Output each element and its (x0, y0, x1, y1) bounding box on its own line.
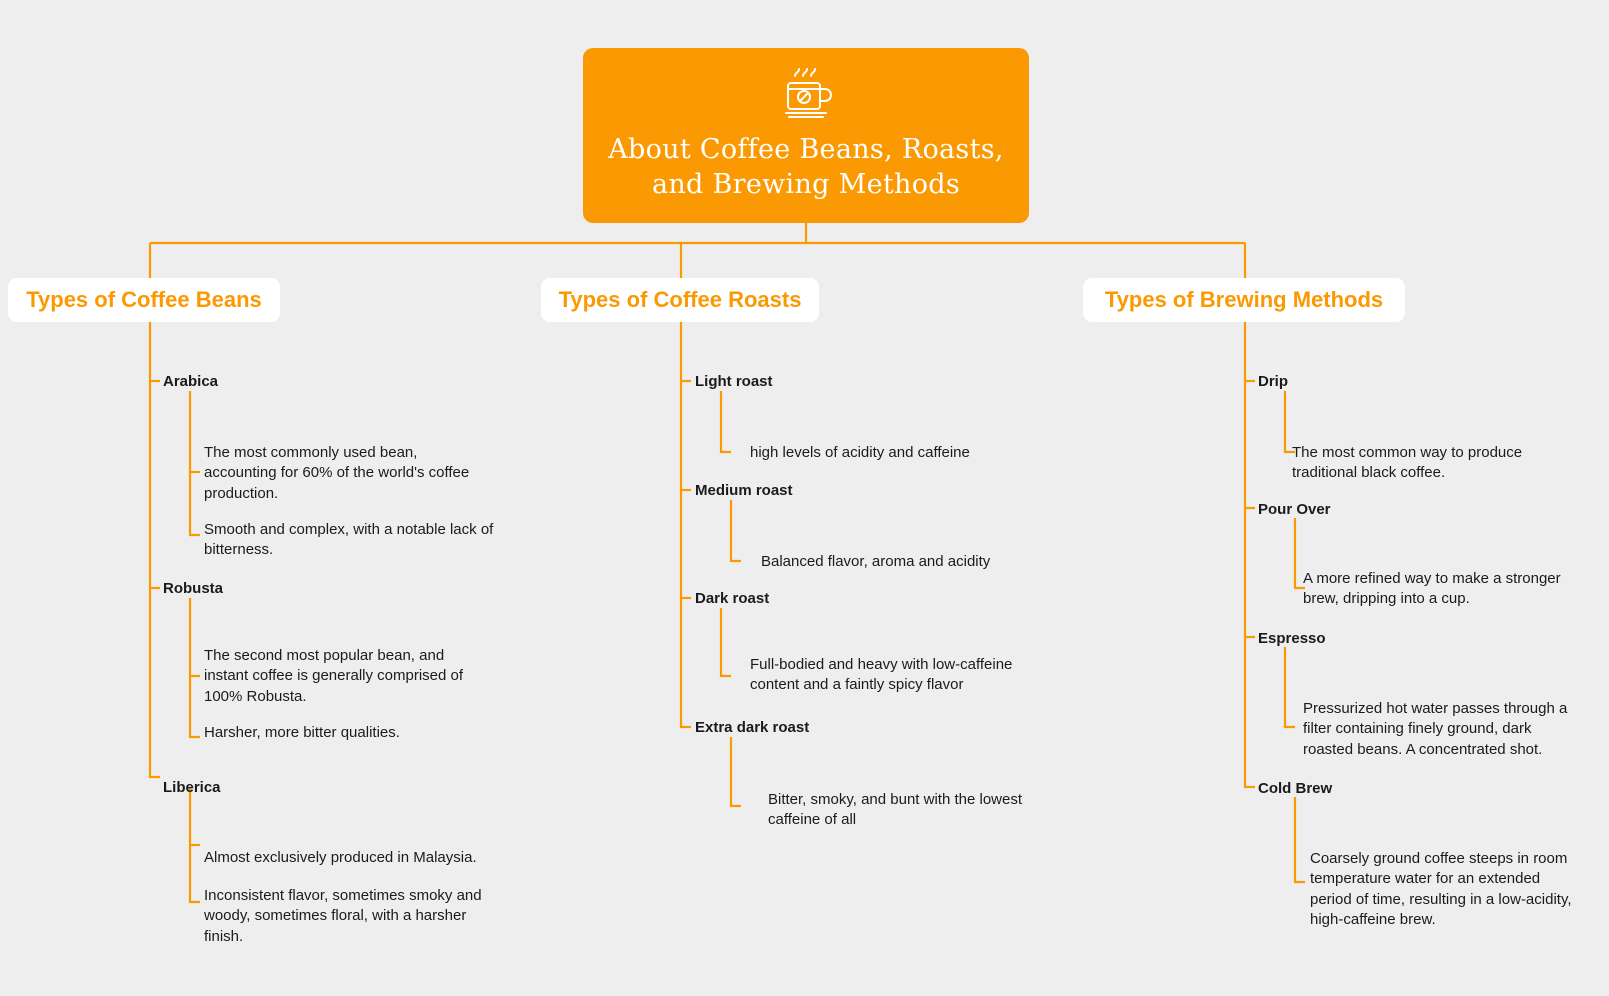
root-node[interactable] (583, 48, 1029, 223)
topic-label-cold-brew[interactable]: Cold Brew (1258, 780, 1333, 797)
leaf-text: Bitter, smoky, and bunt with the lowest caffeine of all (768, 791, 1023, 829)
leaf-text: Full-bodied and heavy with low-caffeine content and a faintly spicy flavor (750, 656, 1013, 694)
branch-header-brewing-methods[interactable] (1083, 278, 1405, 322)
topic-label-liberica[interactable]: Liberica (163, 779, 221, 796)
topic-label-robusta[interactable]: Robusta (163, 580, 223, 597)
topic-label-extra-dark-roast[interactable]: Extra dark roast (695, 719, 810, 736)
leaf-text: high levels of acidity and caffeine (750, 444, 970, 461)
leaf-text: Almost exclusively produced in Malaysia. (204, 849, 477, 866)
leaf-text: Balanced flavor, aroma and acidity (761, 553, 991, 570)
topic-label-espresso[interactable]: Espresso (1258, 630, 1326, 647)
leaf-text: A more refined way to make a stronger brew, dripping into a cup. (1303, 570, 1561, 608)
branch-header-coffee-roasts[interactable] (541, 278, 819, 322)
branch-label: Types of Brewing Methods (1104, 287, 1384, 312)
leaf-text: Harsher, more bitter qualities. (204, 724, 400, 741)
leaf-text: The most common way to produce traditional black coffee. (1292, 444, 1523, 482)
topic-label-drip[interactable]: Drip (1258, 373, 1288, 390)
topic-label-medium-roast[interactable]: Medium roast (695, 482, 793, 499)
topic-label-light-roast[interactable]: Light roast (695, 373, 773, 390)
coffee-cup-icon (778, 66, 834, 126)
branch-label: Types of Coffee Beans (26, 287, 262, 312)
leaf-text: The second most popular bean, and instant coffee is generally comprised of 100% Robusta. (204, 647, 464, 705)
branch-header-coffee-beans[interactable] (8, 278, 280, 322)
topic-label-dark-roast[interactable]: Dark roast (695, 590, 770, 607)
leaf-text: Smooth and complex, with a notable lack of bitterness. (204, 521, 494, 559)
topic-label-arabica[interactable]: Arabica (163, 373, 219, 390)
leaf-text: Inconsistent flavor, sometimes smoky and woody, sometimes floral, with a harsher finish. (204, 887, 482, 945)
topic-label-pour-over[interactable]: Pour Over (1258, 501, 1331, 518)
leaf-text: The most commonly used bean, accounting for 60% of the world's coffee production. (204, 444, 470, 502)
root-title: About Coffee Beans, Roasts, and Brewing Methods (608, 134, 1004, 201)
leaf-text: Pressurized hot water passes through a filter containing finely ground, dark roasted beans. A concentrated shot. (1303, 700, 1568, 758)
branch-label: Types of Coffee Roasts (558, 287, 802, 312)
leaf-text: Coarsely ground coffee steeps in room temperature water for an extended period of time, resulting in a low-acidity, high-caffeine brew. (1310, 850, 1572, 928)
